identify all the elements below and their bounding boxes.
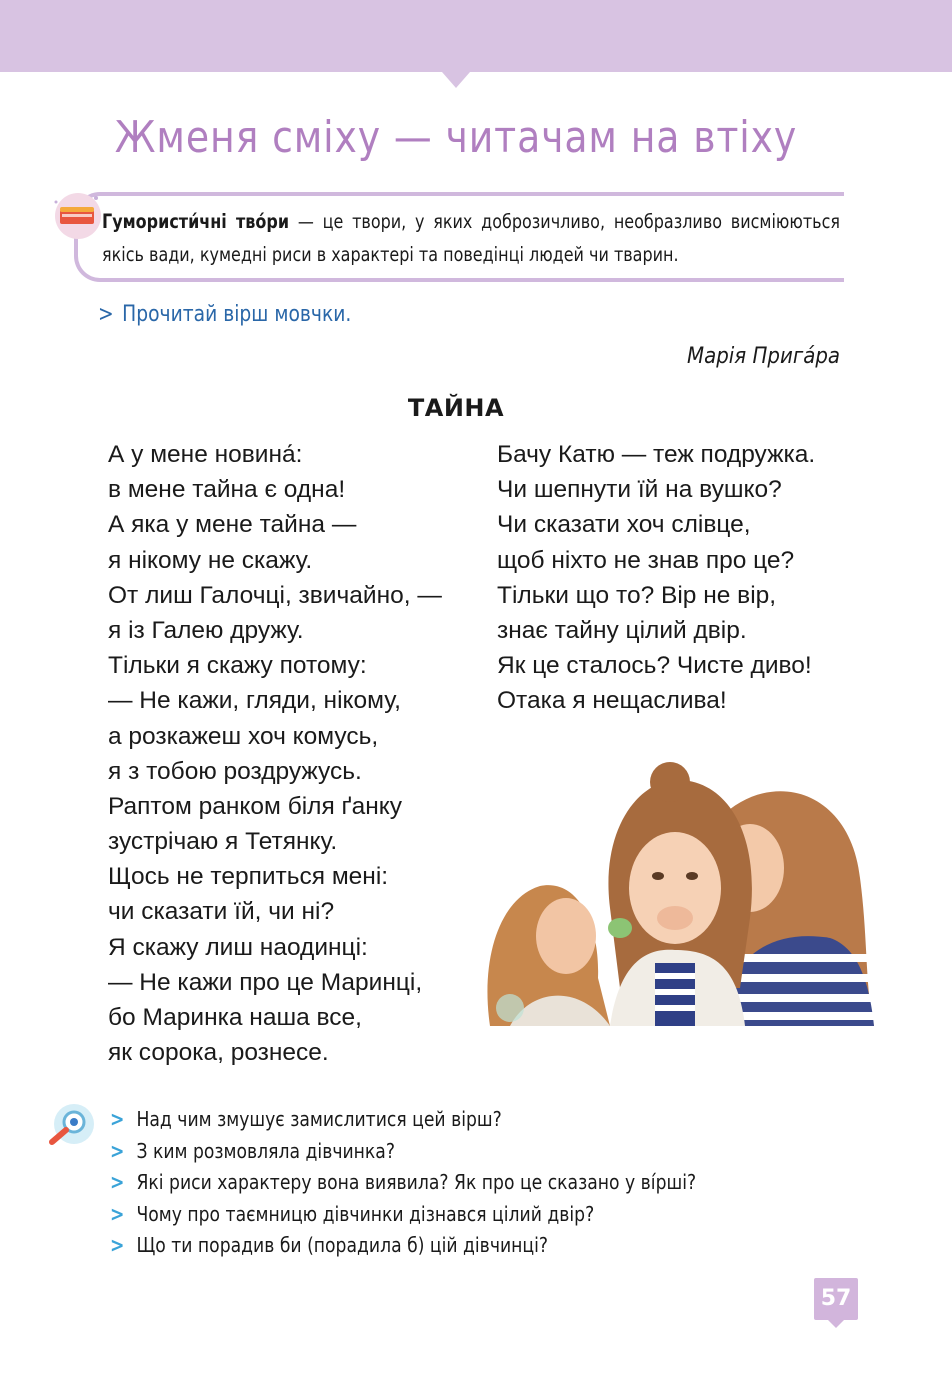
task-arrow-icon: >: [98, 302, 114, 327]
poem-line: От лиш Галочці, звичайно, —: [108, 581, 442, 609]
girls-whispering-illustration: [470, 758, 874, 1026]
page-number-tail: [826, 1318, 846, 1328]
poem-line: я з тобою роздружусь.: [108, 757, 362, 785]
poem-line: як сорока, рознесе.: [108, 1039, 329, 1067]
page-number: 57: [814, 1278, 858, 1320]
reading-task: [98, 302, 351, 327]
question-item: > Які риси характеру вона виявила? Як про це сказано у ві́рші?: [110, 1170, 697, 1194]
book-icon: [48, 190, 108, 240]
poem-title: ТАЙНА: [407, 394, 505, 422]
poem-line: зустрічаю я Тетянку.: [108, 828, 338, 856]
poem-line: Як це сталось? Чисте диво!: [497, 652, 812, 680]
poem-line: Бачу Катю — теж подружка.: [497, 441, 816, 468]
poem-line: а розкажеш хоч комусь,: [108, 722, 379, 750]
poem-left-column: [108, 437, 442, 1070]
bullet-arrow-icon: >: [110, 1233, 125, 1257]
poem-line: А у мене новина́:: [108, 441, 303, 468]
poem-right-column: [497, 437, 815, 719]
questions-list: [110, 1104, 696, 1262]
definition-text: [102, 205, 840, 271]
poem-line: знає тайну цілий двір.: [497, 616, 747, 644]
poem-line: — Не кажи про це Маринці,: [108, 968, 423, 996]
bullet-arrow-icon: >: [110, 1107, 125, 1131]
poem-line: я нікому не скажу.: [108, 546, 313, 574]
poem-line: чи сказати їй, чи ні?: [108, 898, 335, 926]
question-item: > Чому про таємницю дівчинки дізнався цілий двір?: [110, 1201, 595, 1226]
poem-line: Щось не терпиться мені:: [108, 863, 389, 891]
definition-body: — це твори, у яких доброзичливо, необразливо висміюються якісь вади, кумедні риси в характері та поведінці людей чи тварин.: [102, 210, 840, 266]
task-label: Прочитай вірш мовчки.: [122, 302, 352, 327]
bullet-arrow-icon: >: [110, 1201, 125, 1226]
header-band: [0, 0, 952, 92]
poem-line: Чи шепнути їй на вушко?: [497, 476, 782, 504]
poem-line: Отака я нещаслива!: [497, 687, 727, 715]
chapter-title: Жменя сміху — читачам на втіху: [114, 112, 798, 163]
poem-line: Раптом ранком біля ґанку: [108, 792, 403, 820]
poem-line: Чи сказати хоч слівце,: [497, 511, 751, 539]
poem-line: Тільки що то? Вір не вір,: [497, 581, 777, 609]
poem-line: А яка у мене тайна —: [108, 511, 357, 539]
poem-line: я із Галею дружу.: [108, 616, 304, 644]
bullet-arrow-icon: >: [110, 1170, 125, 1194]
magnifier-icon: [46, 1102, 98, 1148]
question-item: > Над чим змушує замислитися цей вірш?: [110, 1107, 502, 1131]
poem-line: Тільки я скажу потому:: [108, 652, 367, 680]
poem-line: в мене тайна є одна!: [108, 476, 346, 504]
poem-line: щоб ніхто не знав про це?: [497, 546, 795, 574]
question-item: > Що ти порадив би (порадила б) цій дівчинці?: [110, 1233, 549, 1257]
poem-author: Марія Прига́ра: [686, 344, 840, 369]
question-item: > З ким розмовляла дівчинка?: [110, 1138, 395, 1163]
poem-line: — Не кажи, гляди, нікому,: [108, 687, 401, 715]
poem-line: Я скажу лиш наодинці:: [108, 933, 368, 961]
bullet-arrow-icon: >: [110, 1138, 125, 1163]
poem-line: бо Маринка наша все,: [108, 1004, 362, 1031]
definition-term: Гумористи́чні тво́ри: [102, 210, 290, 233]
